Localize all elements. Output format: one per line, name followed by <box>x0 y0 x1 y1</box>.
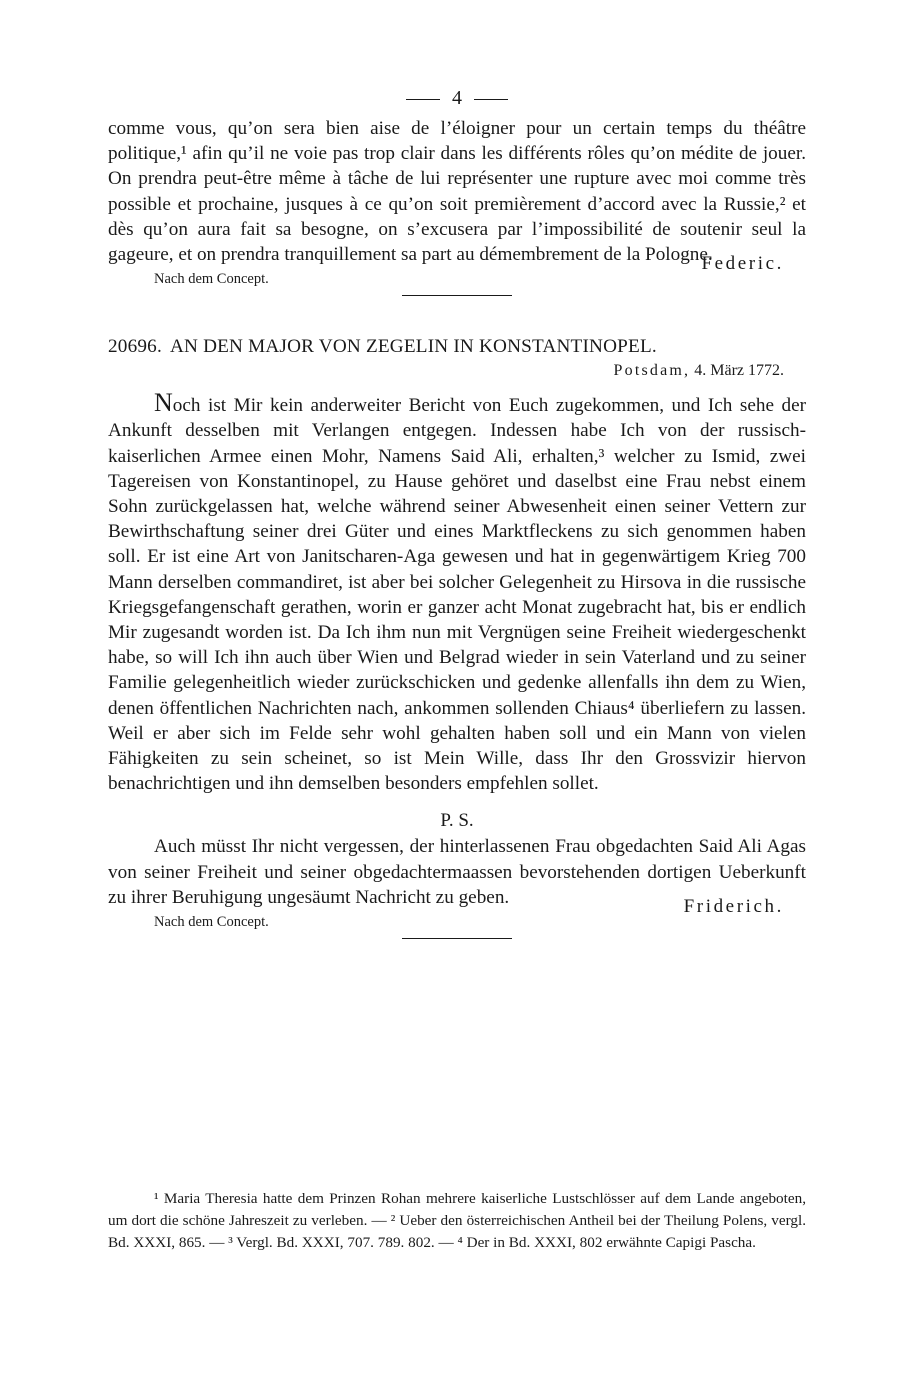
section-divider-end <box>402 938 512 939</box>
page-content <box>108 84 806 939</box>
letter1-body: comme vous, qu’on sera bien aise de l’éloigner pour un certain temps du théâtre politique,¹ afin qu’il ne voie pas trop clair dans les différents rôles qu’on médite de jouer. On prendra peut-être même à tâche de lui représenter une rupture avec moi comme très possible et prochaine, jusques à ce qu’on soit premièrement d’accord avec la Russie,² et dès qu’on aura fait sa besogne, on s’excusera par l’impossibilité de soutenir seul la gageure, et on prendra tranquillement sa part au démembrement de la Pologne. <box>108 118 806 266</box>
letter1-signature: Federic. <box>701 253 784 275</box>
dash-left <box>406 99 440 100</box>
letter2-signature-line <box>108 896 806 934</box>
ps-heading: P. S. <box>440 810 474 832</box>
letter1-signature-line <box>108 253 806 291</box>
letter2-signature: Friderich. <box>683 896 784 918</box>
ps-body: Auch müsst Ihr nicht vergessen, der hinterlassenen Frau obgedachten Said Ali Agas von seiner Freiheit und seiner obgedachtermaassen bevorstehenden dortigen Ueberkunft zu ihrer Beruhigung ungesäumt Nachricht zu geben. <box>108 836 806 908</box>
letter2-number: 20696. <box>108 336 162 358</box>
letter2-source-note: Nach dem Concept. <box>154 914 269 931</box>
page-number: 4 <box>452 87 462 109</box>
letter2-dateline <box>108 360 784 382</box>
footnotes: ¹ Maria Theresia hatte dem Prinzen Rohan mehrere kaiserliche Lustschlösser auf dem Lande angeboten, um dort die schöne Jahreszeit zu verleben. — ² Ueber den österreichischen Antheil bei der Theilung Polens, vergl. Bd. XXXI, 865. — ³ Vergl. Bd. XXXI, 707. 789. 802. — ⁴ Der in Bd. XXXI, 802 erwähnte Capigi Pascha. <box>108 1190 806 1251</box>
letter2-heading <box>108 334 806 360</box>
letter2-body <box>108 390 806 796</box>
letter2-date: 4. März 1772. <box>694 362 784 380</box>
letter2-title: AN DEN MAJOR VON ZEGELIN IN KONSTANTINOPEL. <box>169 336 657 358</box>
letter1-source-note: Nach dem Concept. <box>154 271 269 288</box>
letter2-body-text: och ist Mir kein anderweiter Bericht von Euch zugekommen, und Ich sehe der Ankunft desselben mit Verlangen entgegen. Indessen habe Ich von der russisch-kaiserlichen Armee einen Mohr, Namens Said Ali, erhalten,³ welcher zu Ismid, zwei Tagereisen von Konstantinopel, zu Hause gehöret und daselbst eine Frau nebst einem Sohn zurückgelassen hat, welche während seiner Abwesenheit einen seiner Vettern zur Bewirthschaftung seiner drei Güter und eines Marktfleckens zu sich genommen haben soll. Er ist eine Art von Janitscharen-Aga gewesen und hat in gegenwärtigem Krieg 700 Mann derselben commandiret, ist aber bei solcher Gelegenheit zu Hirsova in die russische Kriegsgefangenschaft gerathen, worin er ganzer acht Monat zugebracht hat, bis er endlich Mir zugesandt worden ist. Da Ich ihm nun mit Vergnügen seine Freiheit wiedergeschenkt habe, so will Ich ihn auch über Wien und Belgrad wieder in sein Vaterland und zu seiner Familie gelegenheitlich wieder zurückschicken und gedenke allenfalls ihn dem zu Wien, denen öffentlichen Nachrichten nach, ankommen sollenden Chiaus⁴ überliefern zu lassen. Weil er aber sich im Felde sehr wohl gehalten haben soll und ein Mann von vielen Fähigkeiten zu sein scheinet, so ist Mein Wille, dass Ihr den Grossvizir hiervon benachrichtigen und ihn demselben besonders empfehlen sollet. <box>108 395 806 795</box>
section-divider <box>402 295 512 296</box>
page-number-header <box>108 84 806 116</box>
dash-right <box>474 99 508 100</box>
letter2-place: Potsdam, <box>613 362 691 380</box>
letter2-dropcap: N <box>154 388 173 418</box>
